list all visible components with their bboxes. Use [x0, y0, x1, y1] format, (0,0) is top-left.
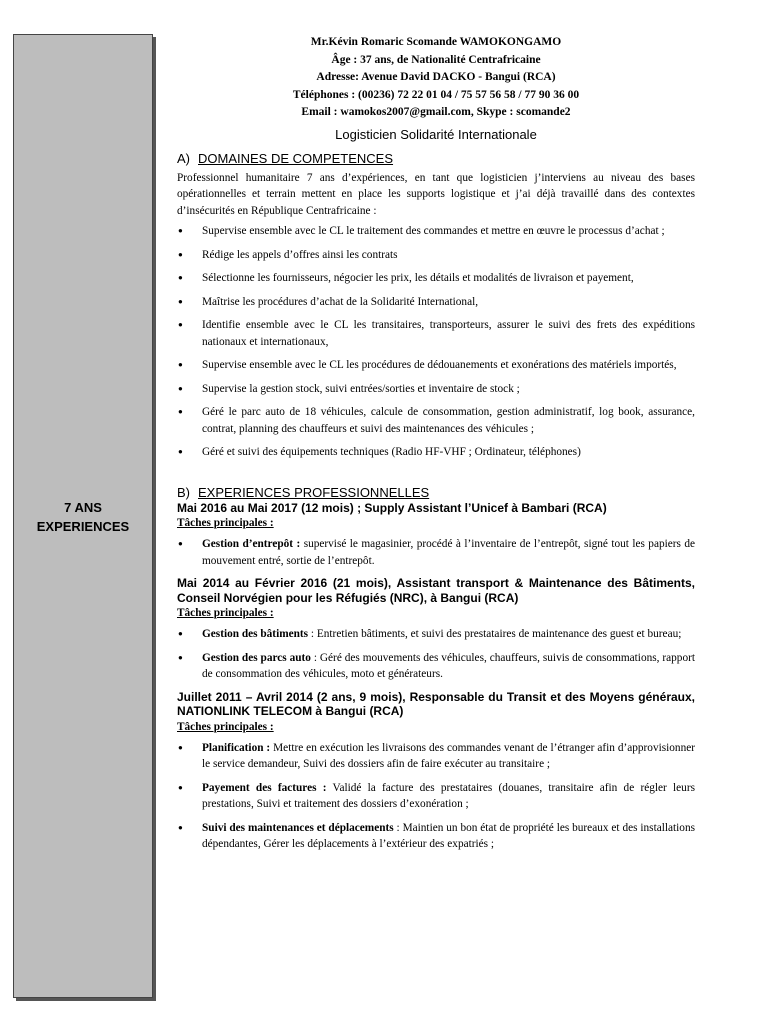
- task-item: [177, 780, 695, 813]
- sidebar-label-line2: EXPERIENCES: [36, 519, 130, 534]
- candidate-age: Âge : 37 ans, de Nationalité Centrafricaine: [331, 53, 541, 66]
- task-item: [177, 820, 695, 853]
- experience-block: [177, 576, 695, 683]
- task-text: Mettre en exécution les livraisons des commandes venant de l’étranger afin d’approvisionner le service demandeur, Suivi des dossiers afin de faire exécuter au transitaire ;: [202, 741, 695, 770]
- competence-item: ● Supervise la gestion stock, suivi entrées/sorties et inventaire de stock ;: [177, 381, 695, 398]
- competence-item: ● Maîtrise les procédures d’achat de la Solidarité International,: [177, 294, 695, 311]
- tasks-list: [177, 536, 695, 569]
- task-text: : Maintien un bon état de propriété les bureaux et des installations dépendantes, Gérer les déplacements à l’extérieur des expatriés ;: [202, 821, 695, 850]
- task-text: : Entretien bâtiments, et suivi des prestataires de maintenance des guest et bureau;: [308, 628, 682, 640]
- task-item: [177, 740, 695, 773]
- tasks-label: Tâches principales :: [177, 517, 274, 529]
- competences-intro: Professionnel humanitaire 7 ans d’expériences, en tant que logisticien j’interviens au niveau des bases opérationnelles et terrain mettent en place les supports logistique et j’ai déjà travaillé dans des contextes d’insécurités en République Centrafricaine :: [177, 171, 695, 217]
- competence-item: ● Géré le parc auto de 18 véhicules, calcule de consommation, gestion administratif, log book, assurance, contrat, planning des chauffeurs et suivi des maintenances des véhicules ;: [177, 404, 695, 437]
- task-item: [177, 536, 695, 569]
- tasks-list: [177, 626, 695, 683]
- sidebar-panel: [13, 34, 153, 998]
- experience-block: [177, 690, 695, 853]
- section-a-title: DOMAINES DE COMPETENCES: [198, 150, 394, 166]
- task-label: Payement des factures :: [202, 781, 327, 794]
- tasks-list: [177, 740, 695, 853]
- section-a-heading: [177, 150, 695, 167]
- competence-item: ● Rédige les appels d’offres ainsi les contrats: [177, 247, 695, 264]
- candidate-phones: Téléphones : (00236) 72 22 01 04 / 75 57 56 58 / 77 90 36 00: [292, 88, 580, 101]
- task-label: Gestion des bâtiments: [202, 628, 309, 640]
- task-label: Gestion d’entrepôt :: [202, 538, 301, 550]
- task-item: [177, 650, 695, 683]
- sidebar-label: [14, 498, 152, 536]
- sidebar-label-line1: 7 ANS: [64, 500, 102, 515]
- task-label: Gestion des parcs auto: [202, 651, 311, 664]
- tasks-label: Tâches principales :: [177, 607, 274, 619]
- experience-title: Juillet 2011 – Avril 2014 (2 ans, 9 mois), Responsable du Transit et des Moyens généraux, NATIONLINK TELECOM à Bangui (RCA): [177, 689, 695, 718]
- task-text: : Géré des mouvements des véhicules, chauffeurs, suivis de consommations, rapport de consommation des véhicules, moto et générateurs.: [202, 651, 695, 680]
- tasks-label: Tâches principales :: [177, 720, 274, 733]
- task-item: [177, 626, 695, 643]
- experience-block: [177, 501, 695, 570]
- candidate-email: Email : wamokos2007@gmail.com, Skype : scomande2: [301, 106, 571, 118]
- contact-header: [177, 34, 695, 122]
- experience-title: Mai 2016 au Mai 2017 (12 mois) ; Supply Assistant l’Unicef à Bambari (RCA): [177, 500, 607, 515]
- competence-item: ● Identifie ensemble avec le CL les transitaires, transporteurs, assurer le suivi des frets des expéditions nationaux et internationaux,: [177, 317, 695, 350]
- task-text: Validé la facture des prestataires (douanes, transitaire afin de régler leurs prestations, Suivi et traitement des dossiers d’exonération ;: [202, 781, 695, 810]
- competence-item: ● Sélectionne les fournisseurs, négocier les prix, les détails et modalités de livraison et payement,: [177, 270, 695, 287]
- competence-item: ● Supervise ensemble avec le CL le traitement des commandes et mettre en œuvre le processus d’achat ;: [177, 223, 695, 240]
- competence-item: ● Supervise ensemble avec le CL les procédures de dédouanements et exonérations des matériels importés,: [177, 357, 695, 374]
- section-b-title: EXPERIENCES PROFESSIONNELLES: [198, 484, 430, 500]
- candidate-address: Adresse: Avenue David DACKO - Bangui (RCA): [316, 71, 556, 83]
- experience-title: Mai 2014 au Février 2016 (21 mois), Assistant transport & Maintenance des Bâtiments, Conseil Norvégien pour les Réfugiés (NRC), à Bangui (RCA): [177, 576, 695, 605]
- competences-list: [177, 223, 695, 461]
- section-a-letter: A): [177, 150, 190, 166]
- section-b-letter: B): [177, 484, 190, 500]
- task-text: supervisé le magasinier, procédé à l’inventaire de l’entrepôt, signé tout les papiers de mouvement entré, sortie de l’entrepôt.: [202, 538, 696, 567]
- task-label: Suivi des maintenances et déplacements: [202, 821, 394, 834]
- competence-item: ● Géré et suivi des équipements techniques (Radio HF-VHF ; Ordinateur, téléphones): [177, 444, 695, 461]
- section-b-heading: [177, 484, 695, 501]
- candidate-name: Mr.Kévin Romaric Scomande WAMOKONGAMO: [310, 36, 562, 48]
- task-label: Planification :: [202, 741, 271, 754]
- job-title: Logisticien Solidarité Internationale: [335, 126, 537, 142]
- document-body: [177, 34, 695, 860]
